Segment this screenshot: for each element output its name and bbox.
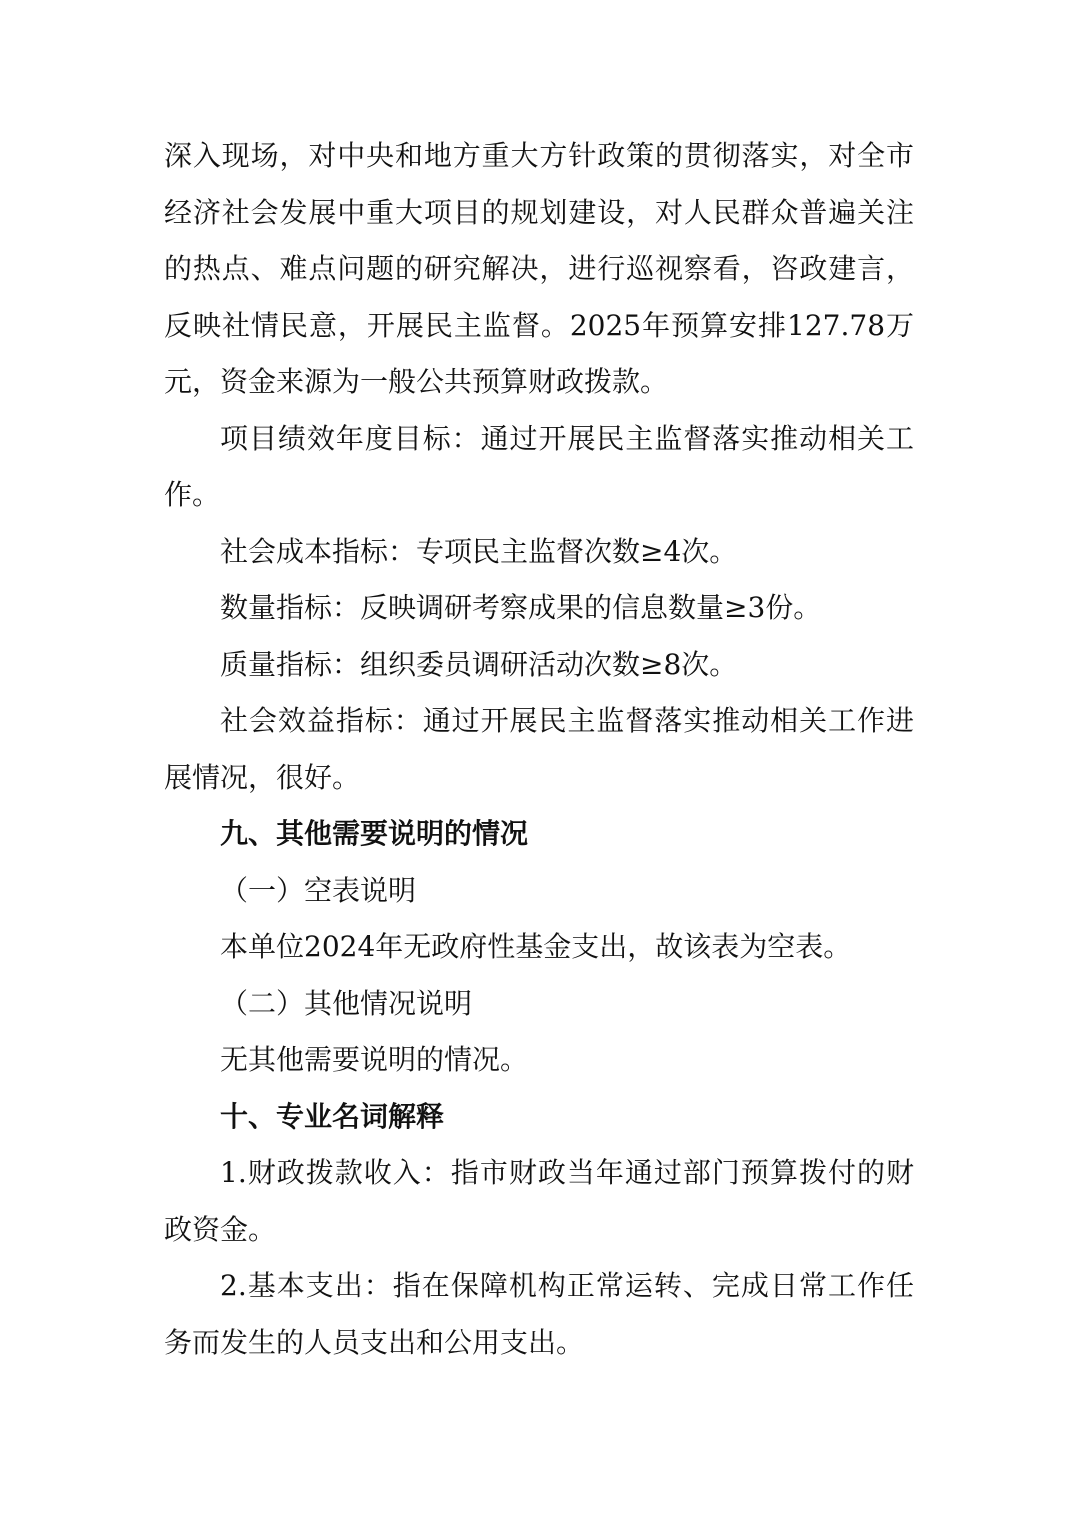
paragraph-project-description: 深入现场，对中央和地方重大方针政策的贯彻落实，对全市经济社会发展中重大项目的规划建设，对人民群众普遍关注的热点、难点问题的研究解决，进行巡视察看，咨政建言，反映社情民意，开展民主监督。2025年预算安排127.78万元，资金来源为一般公共预算财政拨款。 bbox=[164, 139, 914, 398]
paragraph-empty-table-note: 本单位2024年无政府性基金支出，故该表为空表。 bbox=[220, 930, 852, 963]
document-body bbox=[164, 128, 914, 1371]
paragraph-quality-indicator: 质量指标：组织委员调研活动次数≥8次。 bbox=[220, 647, 738, 681]
paragraph-social-benefit-indicator: 社会效益指标：通过开展民主监督落实推动相关工作进展情况，很好。 bbox=[164, 704, 914, 794]
paragraph-term-basic-expenditure: 2.基本支出：指在保障机构正常运转、完成日常工作任务而发生的人员支出和公用支出。 bbox=[164, 1269, 914, 1359]
paragraph-performance-goal: 项目绩效年度目标：通过开展民主监督落实推动相关工作。 bbox=[164, 421, 914, 511]
paragraph-other-notes: 无其他需要说明的情况。 bbox=[220, 1043, 529, 1076]
section-heading-10: 十、专业名词解释 bbox=[220, 1099, 445, 1133]
paragraph-quantity-indicator: 数量指标：反映调研考察成果的信息数量≥3份。 bbox=[220, 591, 822, 624]
subsection-heading-9-2: （二）其他情况说明 bbox=[220, 986, 473, 1020]
subsection-heading-9-1: （一）空表说明 bbox=[220, 873, 417, 907]
paragraph-term-fiscal-income: 1.财政拨款收入：指市财政当年通过部门预算拨付的财政资金。 bbox=[164, 1156, 914, 1246]
paragraph-social-cost-indicator: 社会成本指标：专项民主监督次数≥4次。 bbox=[220, 534, 738, 568]
section-heading-9: 九、其他需要说明的情况 bbox=[220, 817, 529, 850]
